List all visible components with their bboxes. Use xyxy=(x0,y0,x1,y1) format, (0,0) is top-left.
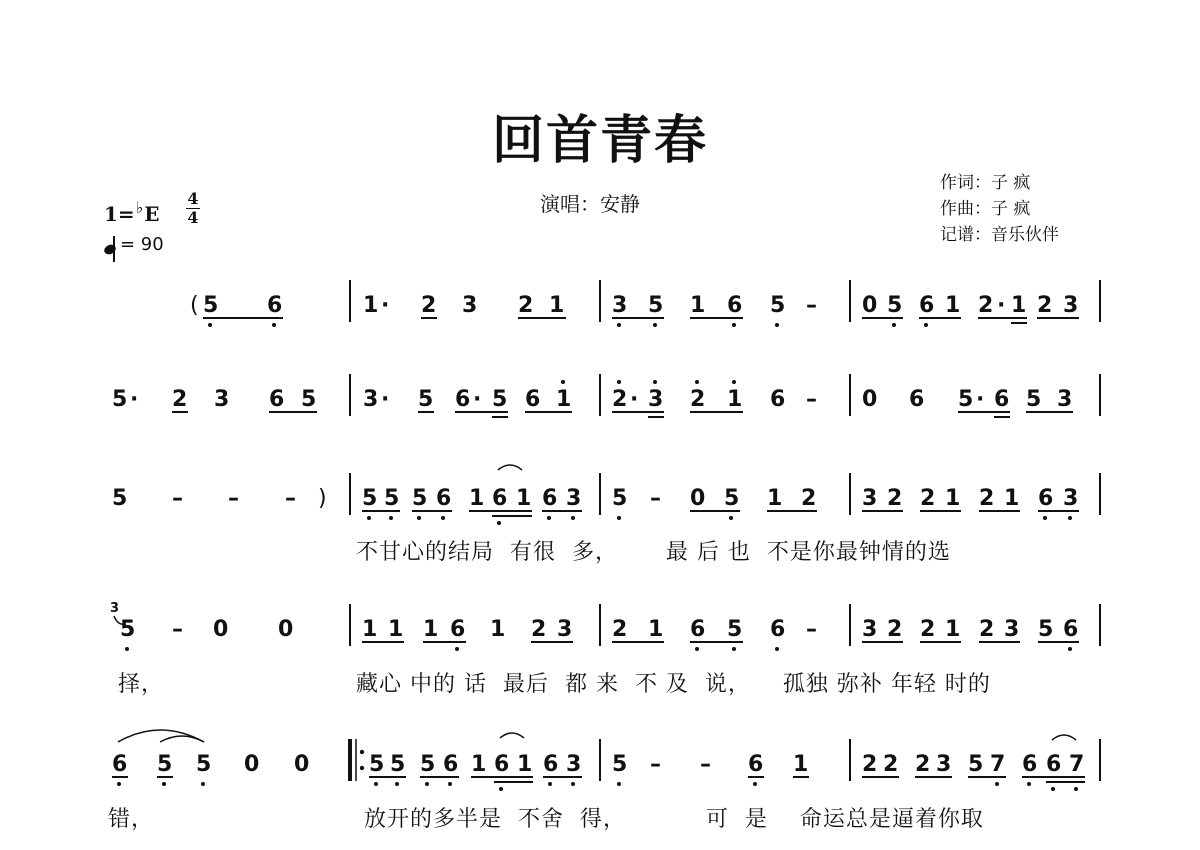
svg-text:0: 0 xyxy=(278,617,294,642)
svg-text:1: 1 xyxy=(556,387,572,412)
svg-text:6: 6 xyxy=(1022,752,1038,777)
svg-text:5: 5 xyxy=(362,486,378,511)
svg-text:7: 7 xyxy=(990,752,1006,777)
svg-text:–: – xyxy=(806,387,817,412)
lyricist-credit: 作词：子 疯 xyxy=(940,173,1031,193)
row-1 xyxy=(190,280,1100,327)
lyrics-row-3: 不甘心的结局 有很 多， 最 后 也 不是你最钟情的选 xyxy=(356,540,951,565)
svg-text:3: 3 xyxy=(214,387,230,412)
svg-text:3: 3 xyxy=(1063,293,1079,318)
svg-text:1: 1 xyxy=(362,617,378,642)
svg-text:1: 1 xyxy=(1011,293,1027,318)
svg-text:6: 6 xyxy=(770,617,786,642)
svg-text:6: 6 xyxy=(543,752,559,777)
composer-credit: 作曲：子 疯 xyxy=(940,199,1031,219)
svg-text:2: 2 xyxy=(887,617,903,642)
svg-text:5: 5 xyxy=(770,293,786,318)
svg-text:·: · xyxy=(381,387,390,412)
svg-text:5: 5 xyxy=(1038,617,1054,642)
svg-text:6: 6 xyxy=(492,486,508,511)
svg-text:6: 6 xyxy=(748,752,764,777)
svg-text:6: 6 xyxy=(1063,617,1079,642)
svg-text:0: 0 xyxy=(690,486,706,511)
row-3 xyxy=(112,465,1100,525)
svg-text:1: 1 xyxy=(648,617,664,642)
svg-text:2: 2 xyxy=(979,486,995,511)
transcriber-credit: 记谱：音乐伙伴 xyxy=(940,225,1059,245)
svg-text:1: 1 xyxy=(549,293,565,318)
svg-text:5: 5 xyxy=(157,752,173,777)
svg-text:5: 5 xyxy=(727,617,743,642)
svg-text:·: · xyxy=(997,293,1006,318)
svg-text:1: 1 xyxy=(388,617,404,642)
svg-text:5: 5 xyxy=(612,752,628,777)
svg-text:–: – xyxy=(285,486,296,511)
svg-text:–: – xyxy=(228,486,239,511)
svg-text:5: 5 xyxy=(390,752,406,777)
svg-text:–: – xyxy=(650,486,661,511)
svg-text:5: 5 xyxy=(112,387,128,412)
svg-text:1: 1 xyxy=(469,486,485,511)
svg-text:0: 0 xyxy=(862,387,878,412)
svg-text:5: 5 xyxy=(968,752,984,777)
svg-text:5: 5 xyxy=(958,387,974,412)
svg-text:1: 1 xyxy=(490,617,506,642)
svg-text:1: 1 xyxy=(767,486,783,511)
svg-text:2: 2 xyxy=(172,387,188,412)
svg-text:0: 0 xyxy=(244,752,260,777)
svg-text:6: 6 xyxy=(1046,752,1062,777)
svg-text:5: 5 xyxy=(112,486,128,511)
svg-text:·: · xyxy=(130,387,139,412)
row-2 xyxy=(112,374,1100,417)
svg-text:2: 2 xyxy=(862,752,878,777)
svg-text:6: 6 xyxy=(994,387,1010,412)
row-4 xyxy=(110,601,1100,651)
svg-text:2: 2 xyxy=(612,387,628,412)
svg-text:2: 2 xyxy=(915,752,931,777)
svg-text:3: 3 xyxy=(1063,486,1079,511)
svg-text:6: 6 xyxy=(727,293,743,318)
svg-text:6: 6 xyxy=(269,387,285,412)
svg-text:·: · xyxy=(473,387,482,412)
singer-credit: 演唱：安静 xyxy=(540,192,640,216)
svg-text:2: 2 xyxy=(978,293,994,318)
svg-text:3: 3 xyxy=(612,293,628,318)
svg-text:6: 6 xyxy=(770,387,786,412)
svg-text:5: 5 xyxy=(418,387,434,412)
svg-text:–: – xyxy=(172,617,183,642)
svg-text:2: 2 xyxy=(920,617,936,642)
svg-text:5: 5 xyxy=(724,486,740,511)
grace-note: 3 xyxy=(110,601,120,616)
svg-text:5: 5 xyxy=(612,486,628,511)
svg-text:2: 2 xyxy=(920,486,936,511)
svg-text:6: 6 xyxy=(443,752,459,777)
svg-text:1: 1 xyxy=(471,752,487,777)
svg-text:1: 1 xyxy=(945,617,961,642)
svg-text:0: 0 xyxy=(213,617,229,642)
svg-text:3: 3 xyxy=(462,293,478,318)
svg-text:–: – xyxy=(650,752,661,777)
row-5 xyxy=(112,730,1100,791)
svg-text:3: 3 xyxy=(566,486,582,511)
svg-text:6: 6 xyxy=(112,752,128,777)
svg-text:3: 3 xyxy=(862,617,878,642)
svg-text:6: 6 xyxy=(690,617,706,642)
svg-text:1: 1 xyxy=(945,293,961,318)
flat-sign: ♭ xyxy=(135,198,144,217)
svg-text:1: 1 xyxy=(516,486,532,511)
svg-text:3: 3 xyxy=(936,752,952,777)
svg-text:5: 5 xyxy=(492,387,508,412)
svg-text:1: 1 xyxy=(690,293,706,318)
svg-text:–: – xyxy=(172,486,183,511)
svg-text:3: 3 xyxy=(557,617,573,642)
svg-text:5: 5 xyxy=(203,293,219,318)
svg-text:·: · xyxy=(381,293,390,318)
svg-text:5: 5 xyxy=(384,486,400,511)
lyrics-row-4-b: 藏心 中的 话 最后 都 来 不 及 说， 孤独 弥补 年轻 时的 xyxy=(356,672,991,697)
svg-text:3: 3 xyxy=(566,752,582,777)
time-top: 4 xyxy=(187,189,199,208)
svg-text:2: 2 xyxy=(531,617,547,642)
svg-text:3: 3 xyxy=(363,387,379,412)
svg-text:2: 2 xyxy=(518,293,534,318)
svg-text:1: 1 xyxy=(423,617,439,642)
svg-text:5: 5 xyxy=(420,752,436,777)
svg-text:6: 6 xyxy=(455,387,471,412)
svg-text:–: – xyxy=(806,617,817,642)
svg-text:5: 5 xyxy=(301,387,317,412)
lyrics-row-5-b: 放开的多半是 不舍 得， 可 是 命运总是逼着你取 xyxy=(364,807,984,832)
svg-text:2: 2 xyxy=(883,752,899,777)
svg-text:2: 2 xyxy=(690,387,706,412)
svg-text:6: 6 xyxy=(909,387,925,412)
svg-text:–: – xyxy=(700,752,711,777)
svg-text:·: · xyxy=(630,387,639,412)
svg-text:1: 1 xyxy=(363,293,379,318)
svg-text:6: 6 xyxy=(450,617,466,642)
song-title: 回首青春 xyxy=(491,110,708,171)
svg-text:3: 3 xyxy=(648,387,664,412)
svg-text:2: 2 xyxy=(1037,293,1053,318)
svg-text:6: 6 xyxy=(436,486,452,511)
svg-text:3: 3 xyxy=(862,486,878,511)
svg-text:2: 2 xyxy=(979,617,995,642)
svg-text:2: 2 xyxy=(421,293,437,318)
svg-text:5: 5 xyxy=(887,293,903,318)
svg-text:6: 6 xyxy=(1038,486,1054,511)
svg-text:0: 0 xyxy=(862,293,878,318)
svg-text:3: 3 xyxy=(1057,387,1073,412)
key-prefix: 1= xyxy=(104,202,135,226)
svg-text:5: 5 xyxy=(196,752,212,777)
svg-text:2: 2 xyxy=(887,486,903,511)
svg-text:–: – xyxy=(806,293,817,318)
svg-text:2: 2 xyxy=(801,486,817,511)
svg-text:5: 5 xyxy=(120,617,136,642)
lyrics-row-4-a: 择， xyxy=(118,672,165,697)
svg-text:6: 6 xyxy=(525,387,541,412)
svg-text:0: 0 xyxy=(294,752,310,777)
svg-text:1: 1 xyxy=(793,752,809,777)
svg-text:7: 7 xyxy=(1069,752,1085,777)
svg-text:5: 5 xyxy=(412,486,428,511)
tempo-value: = 90 xyxy=(120,234,164,255)
lyrics-row-5-a: 错， xyxy=(108,807,155,832)
svg-text:): ) xyxy=(318,486,327,511)
svg-text:(: ( xyxy=(190,293,199,318)
svg-text:5: 5 xyxy=(1026,387,1042,412)
svg-text:6: 6 xyxy=(919,293,935,318)
svg-text:1: 1 xyxy=(727,387,743,412)
svg-text:6: 6 xyxy=(267,293,283,318)
svg-text:5: 5 xyxy=(648,293,664,318)
svg-text:1: 1 xyxy=(945,486,961,511)
svg-text:6: 6 xyxy=(542,486,558,511)
time-bottom: 4 xyxy=(187,208,199,227)
key-letter: E xyxy=(144,202,160,226)
svg-text:2: 2 xyxy=(612,617,628,642)
svg-text:1: 1 xyxy=(1004,486,1020,511)
svg-text:6: 6 xyxy=(494,752,510,777)
svg-text:·: · xyxy=(976,387,985,412)
svg-text:3: 3 xyxy=(1004,617,1020,642)
svg-text:1: 1 xyxy=(517,752,533,777)
svg-text:5: 5 xyxy=(369,752,385,777)
